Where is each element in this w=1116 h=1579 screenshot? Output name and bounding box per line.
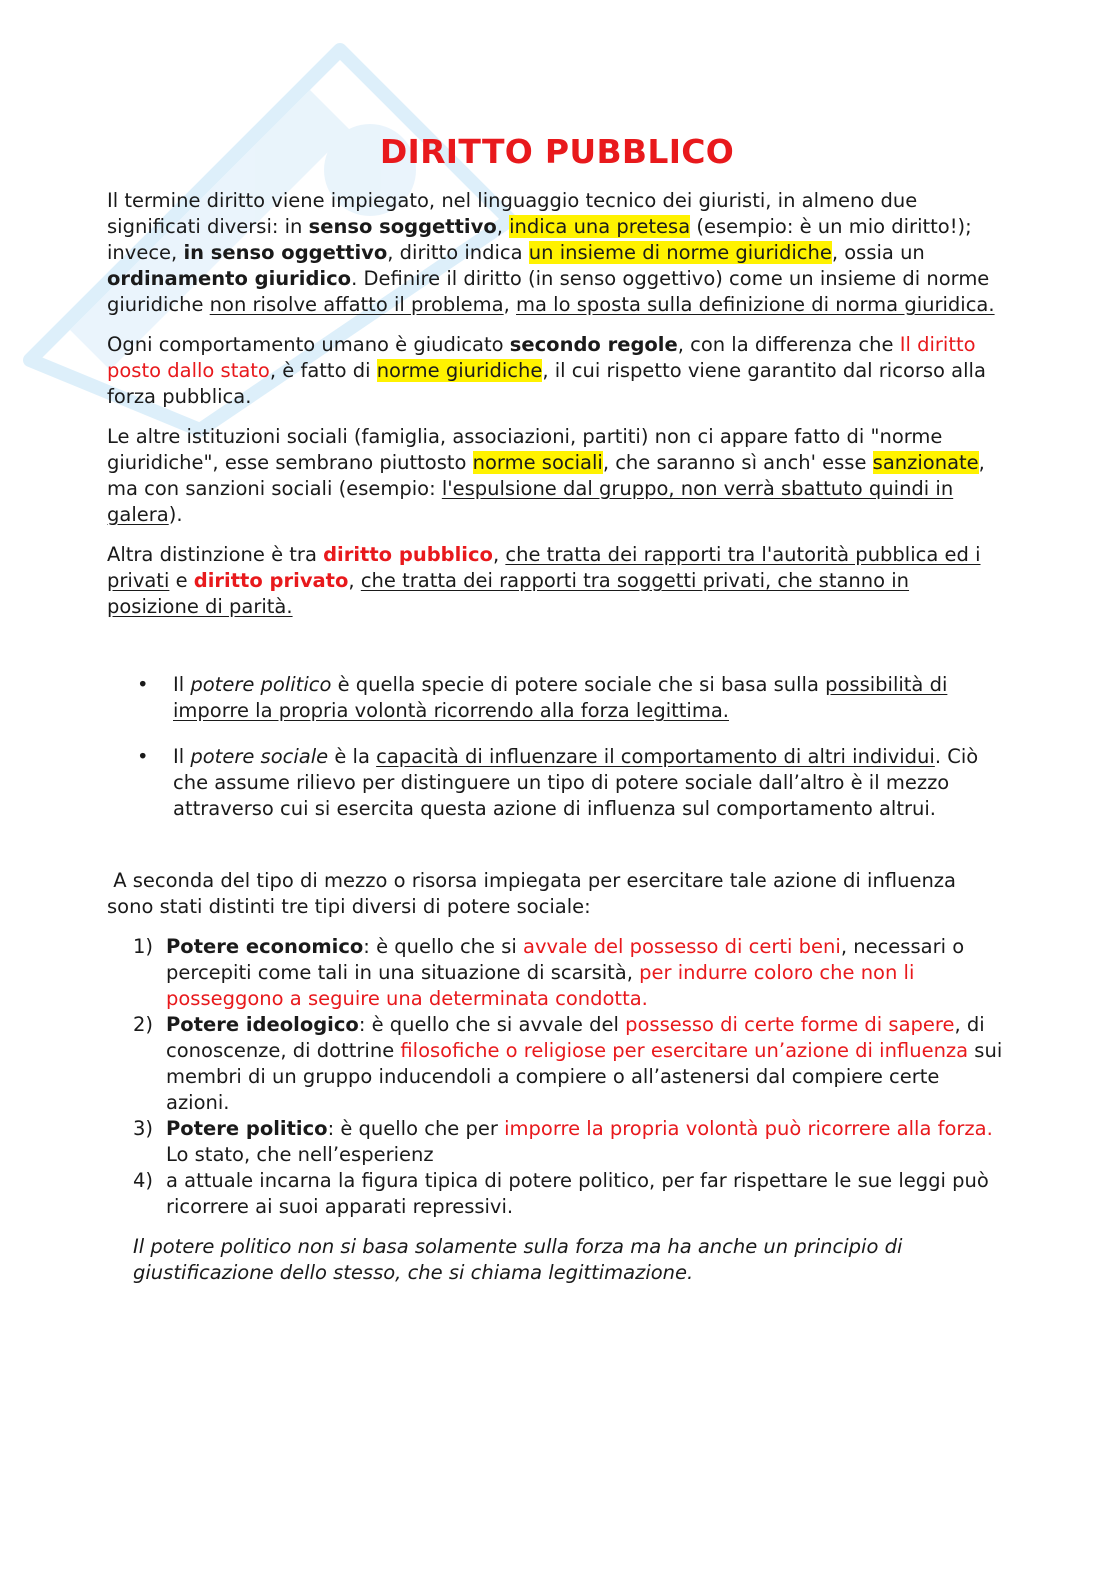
- text: ,: [348, 569, 361, 592]
- text: , ma con sanzioni sociali (esempio:: [107, 451, 985, 500]
- text: Lo stato, che nell’esperienz: [166, 1143, 434, 1166]
- bullet-icon: •: [137, 745, 149, 768]
- text: Il termine diritto viene impiegato, nel linguaggio tecnico dei giuristi, in almeno due significati diversi: in: [107, 189, 918, 238]
- paragraph-legittimazione: Il potere politico non si basa solamente sulla forza ma ha anche un principio di giustificazione dello stesso, che si chiama legittimazione.: [133, 1235, 903, 1284]
- text: , con la differenza che: [677, 333, 900, 356]
- underlined-text: ma lo sposta sulla definizione di norma giuridica.: [516, 293, 995, 316]
- highlighted-text: sanzionate: [872, 451, 979, 474]
- red-text: filosofiche o religiose per esercitare un’azione di influenza: [400, 1039, 969, 1062]
- red-text: Il diritto posto dallo stato: [107, 333, 976, 382]
- text: a attuale incarna la figura tipica di potere politico, per far rispettare le sue leggi può ricorrere ai suoi apparati repressivi.: [166, 1169, 989, 1218]
- highlighted-text: norme giuridiche: [376, 359, 543, 382]
- red-text: imporre la propria volontà può ricorrere alla forza.: [504, 1117, 993, 1140]
- highlighted-text: norme sociali: [472, 451, 603, 474]
- underlined-text: che tratta dei rapporti tra l'autorità pubblica ed i privati: [107, 543, 981, 592]
- text: (esempio: è un mio diritto!); invece,: [107, 215, 972, 264]
- text: : è quello che si: [363, 935, 524, 958]
- text: ,: [503, 293, 517, 316]
- text: Altra distinzione è tra: [107, 543, 324, 566]
- red-text: per indurre coloro che non li posseggono a seguire una determinata condotta.: [166, 961, 915, 1010]
- text: è la: [328, 745, 377, 768]
- highlighted-text: indica una pretesa: [509, 215, 691, 238]
- bold-text: Potere politico: [166, 1117, 328, 1140]
- text: , necessari o percepiti come tali in una situazione di scarsità,: [166, 935, 965, 984]
- bold-text: in senso oggettivo: [183, 241, 388, 264]
- list-item: [107, 1012, 1007, 1116]
- underlined-text: l'espulsione dal gruppo, non verrà sbattuto quindi in galera: [107, 477, 954, 526]
- bold-text: senso soggettivo: [308, 215, 497, 238]
- document-page: [107, 124, 1007, 1286]
- list-item: [107, 744, 1007, 822]
- bold-text: ordinamento giuridico: [107, 267, 352, 290]
- bold-text: Potere economico: [166, 935, 364, 958]
- bold-text: Potere ideologico: [166, 1013, 359, 1036]
- text: ).: [168, 503, 183, 526]
- paragraph-istituzioni-sociali: [107, 424, 1007, 528]
- red-bold-text: diritto privato: [193, 569, 349, 592]
- underlined-text: capacità di influenzare il comportamento di altri individui: [376, 745, 935, 768]
- bullet-icon: •: [137, 673, 149, 696]
- underlined-text: possibilità di imporre la propria volontà ricorrendo alla forza legittima.: [173, 673, 948, 722]
- text: Ogni comportamento umano è giudicato: [107, 333, 510, 356]
- italic-text: potere politico: [190, 673, 332, 696]
- underlined-text: che tratta dei rapporti tra soggetti privati, che stanno in posizione di parità.: [107, 569, 910, 618]
- text: , ossia un: [831, 241, 925, 264]
- text: . Ciò che assume rilievo per distinguere un tipo di potere sociale dall’altro è il mezzo attraverso cui si esercita questa azione di influenza sul comportamento altrui.: [173, 745, 979, 820]
- text: sui membri di un gruppo inducendoli a compiere o all’astenersi dal compiere certe azioni.: [166, 1039, 1003, 1114]
- list-number: 2): [133, 1013, 154, 1036]
- text: e: [169, 569, 194, 592]
- text: : è quello che si avvale del: [358, 1013, 626, 1036]
- red-text: possesso di certe forme di sapere: [625, 1013, 955, 1036]
- list-item: [107, 672, 1007, 724]
- page-title: DIRITTO PUBBLICO: [379, 132, 735, 171]
- paragraph-intro-list: A seconda del tipo di mezzo o risorsa impiegata per esercitare tale azione di influenza sono stati distinti tre tipi diversi di potere sociale:: [107, 869, 963, 918]
- italic-text: potere sociale: [190, 745, 329, 768]
- paragraph-diritto-definition: [107, 188, 1007, 318]
- text: ,: [492, 543, 506, 566]
- text: , che saranno sì anch' esse: [602, 451, 873, 474]
- bullet-list: [107, 672, 1007, 822]
- text: Le altre istituzioni sociali (famiglia, associazioni, partiti) non ci appare fatto di "norme giuridiche", esse sembrano piuttosto: [107, 425, 943, 474]
- text: : è quello che per: [327, 1117, 505, 1140]
- text: . Definire il diritto (in senso oggettivo) come un insieme di norme giuridiche: [107, 267, 990, 316]
- list-item: [107, 934, 1007, 1012]
- list-number: 1): [133, 935, 154, 958]
- list-item: [107, 1116, 1007, 1168]
- text: , diritto indica: [387, 241, 529, 264]
- paragraph-pubblico-privato: [107, 542, 1007, 620]
- red-text: avvale del possesso di certi beni: [523, 935, 841, 958]
- bold-text: secondo regole: [509, 333, 678, 356]
- text: Il: [173, 745, 191, 768]
- underlined-text: non risolve affatto il problema: [209, 293, 504, 316]
- list-item: [107, 1168, 1007, 1220]
- numbered-list: [107, 934, 1007, 1220]
- list-number: 3): [133, 1117, 154, 1140]
- highlighted-text: un insieme di norme giuridiche: [528, 241, 832, 264]
- text: ,: [496, 215, 510, 238]
- red-bold-text: diritto pubblico: [323, 543, 493, 566]
- text: , è fatto di: [269, 359, 377, 382]
- paragraph-comportamento: [107, 332, 1007, 410]
- text: , il cui rispetto viene garantito dal ricorso alla forza pubblica.: [107, 359, 986, 408]
- text: Il: [173, 673, 191, 696]
- text: è quella specie di potere sociale che si basa sulla: [331, 673, 826, 696]
- text: , di conoscenze, di dottrine: [166, 1013, 985, 1062]
- list-number: 4): [133, 1169, 154, 1192]
